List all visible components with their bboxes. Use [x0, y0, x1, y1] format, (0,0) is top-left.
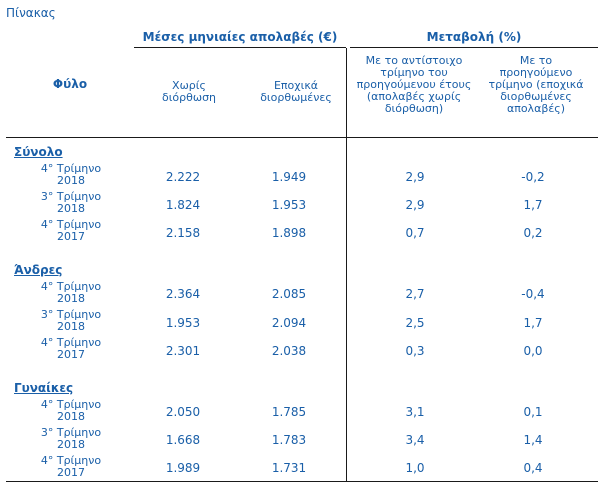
cell-adjusted: 1.898 [271, 226, 307, 240]
earnings-group-header: Μέσες μηνιαίες απολαβές (€) [142, 30, 338, 44]
cell-unadjusted: 1.953 [165, 316, 201, 330]
earnings-group-underline [134, 47, 346, 48]
row-label: 4° Τρίμηνο 2017 [40, 454, 102, 479]
cell-yoy: 3,1 [405, 405, 425, 419]
row-label: 4° Τρίμηνο 2018 [40, 162, 102, 187]
row-label: 4° Τρίμηνο 2018 [40, 398, 102, 423]
section-total: Σύνολο [14, 145, 63, 159]
row-label: 4° Τρίμηνο 2018 [40, 280, 102, 305]
table-bottom-rule [6, 481, 598, 482]
section-women: Γυναίκες [14, 381, 74, 395]
cell-unadjusted: 2.222 [165, 170, 201, 184]
cell-yoy: 2,7 [405, 287, 425, 301]
cell-yoy: 0,7 [405, 226, 425, 240]
cell-qoq: 0,4 [523, 461, 543, 475]
cell-adjusted: 1.953 [271, 198, 307, 212]
cell-unadjusted: 2.301 [165, 344, 201, 358]
cell-unadjusted: 2.158 [165, 226, 201, 240]
column-divider [346, 48, 347, 481]
gender-column-header: Φύλο [52, 77, 88, 91]
cell-qoq: 0,0 [523, 344, 543, 358]
cell-adjusted: 2.094 [271, 316, 307, 330]
cell-yoy: 3,4 [405, 433, 425, 447]
row-label: 4° Τρίμηνο 2017 [40, 336, 102, 361]
row-label: 4° Τρίμηνο 2017 [40, 218, 102, 243]
row-label: 3° Τρίμηνο 2018 [40, 308, 102, 333]
row-label: 3° Τρίμηνο 2018 [40, 426, 102, 451]
adjusted-column-header: Εποχικά διορθωμένες [260, 79, 332, 104]
cell-unadjusted: 2.050 [165, 405, 201, 419]
qoq-column-header: Με το προηγούμενο τρίμηνο (εποχικά διορθωμένες απολαβές) [488, 54, 584, 115]
section-men: Άνδρες [14, 263, 63, 277]
header-bottom-rule [6, 137, 598, 138]
cell-yoy: 2,5 [405, 316, 425, 330]
cell-yoy: 1,0 [405, 461, 425, 475]
cell-qoq: 0,1 [523, 405, 543, 419]
cell-qoq: 1,4 [523, 433, 543, 447]
cell-qoq: 1,7 [523, 316, 543, 330]
cell-adjusted: 2.038 [271, 344, 307, 358]
cell-unadjusted: 2.364 [165, 287, 201, 301]
change-group-header: Μεταβολή (%) [426, 30, 522, 44]
cell-qoq: -0,4 [521, 287, 545, 301]
cell-unadjusted: 1.824 [165, 198, 201, 212]
cell-adjusted: 2.085 [271, 287, 307, 301]
cell-unadjusted: 1.989 [165, 461, 201, 475]
yoy-column-header: Με το αντίστοιχο τρίμηνο του προηγούμενου έτους (απολαβές χωρίς διόρθωση) [356, 54, 472, 115]
cell-unadjusted: 1.668 [165, 433, 201, 447]
cell-yoy: 2,9 [405, 170, 425, 184]
cell-adjusted: 1.785 [271, 405, 307, 419]
cell-adjusted: 1.949 [271, 170, 307, 184]
change-group-underline [350, 47, 598, 48]
cell-yoy: 0,3 [405, 344, 425, 358]
cell-qoq: 1,7 [523, 198, 543, 212]
cell-qoq: 0,2 [523, 226, 543, 240]
row-label: 3° Τρίμηνο 2018 [40, 190, 102, 215]
cell-adjusted: 1.731 [271, 461, 307, 475]
cell-qoq: -0,2 [521, 170, 545, 184]
cell-adjusted: 1.783 [271, 433, 307, 447]
unadjusted-column-header: Χωρίς διόρθωση [161, 79, 217, 104]
cell-yoy: 2,9 [405, 198, 425, 212]
table-title: Πίνακας [6, 6, 56, 20]
